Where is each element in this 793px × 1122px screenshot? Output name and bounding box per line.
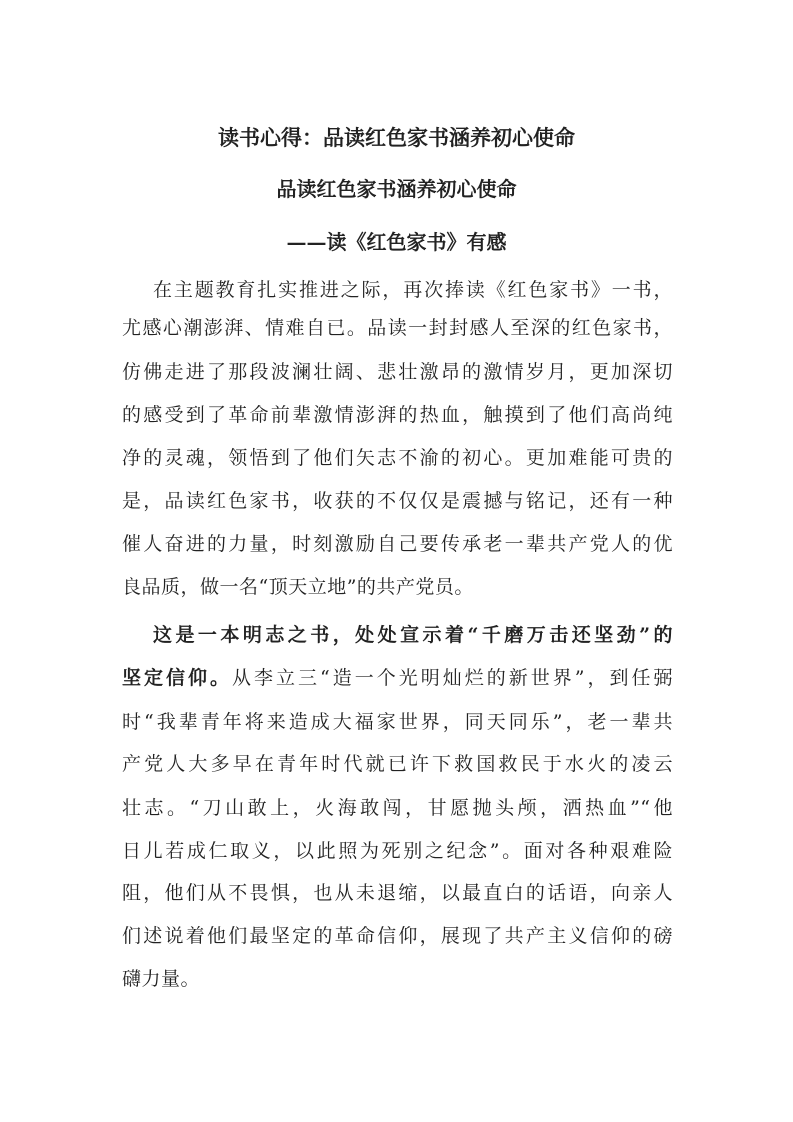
paragraph-2-line: 产党人大多早在青年时代就已许下救国救民于水火的凌云 <box>122 753 673 775</box>
document-subtitle: 品读红色家书涵养初心使命 <box>276 177 517 201</box>
paragraph-1-line: 是，品读红色家书，收获的不仅仅是震撼与铭记，还有一种 <box>122 490 673 512</box>
paragraph-2-line: 们述说着他们最坚定的革命信仰，展现了共产主义信仰的磅 <box>122 925 673 947</box>
paragraph-2-line-rest: 从李立三“造一个光明灿烂的新世界”，到任弼 <box>232 667 673 689</box>
paragraph-1-line: 催人奋进的力量，时刻激励自己要传承老一辈共产党人的优 <box>122 533 673 555</box>
paragraph-2-line: 阻，他们从不畏惧，也从未退缩，以最直白的话语，向亲人 <box>122 882 673 904</box>
paragraph-2-line: 日儿若成仁取义，以此照为死别之纪念”。面对各种艰难险 <box>122 840 673 862</box>
paragraph-1-line: 净的灵魂，领悟到了他们矢志不渝的初心。更加难能可贵的 <box>122 447 673 469</box>
paragraph-2-line: 时“我辈青年将来造成大福家世界，同天同乐”，老一辈共 <box>122 711 673 733</box>
paragraph-1-line: 的感受到了革命前辈激情澎湃的热血，触摸到了他们高尚纯 <box>122 404 673 426</box>
paragraph-2-line: 礴力量。 <box>122 968 201 990</box>
paragraph-1-line: 仿佛走进了那段波澜壮阔、悲壮激昂的激情岁月，更加深切 <box>122 361 673 383</box>
paragraph-1-line: 在主题教育扎实推进之际，再次捧读《红色家书》一书， <box>153 279 673 301</box>
paragraph-2-line: 壮志。“刀山敢上，火海敢闯，甘愿抛头颅，洒热血”“他 <box>122 797 673 819</box>
paragraph-1-line: 良品质，做一名“顶天立地”的共产党员。 <box>122 576 474 598</box>
paragraph-2-lead-end: 坚定信仰。 <box>122 667 233 689</box>
paragraph-1-line: 尤感心潮澎湃、情难自已。品读一封封感人至深的红色家书， <box>122 317 673 339</box>
document-title: 读书心得：品读红色家书涵养初心使命 <box>218 125 575 150</box>
paragraph-2-lead-line: 这是一本明志之书，处处宣示着“千磨万击还坚劲”的 <box>153 624 673 646</box>
paragraph-2-line <box>122 666 673 690</box>
book-reference-title: ——读《红色家书》有感 <box>286 230 507 254</box>
